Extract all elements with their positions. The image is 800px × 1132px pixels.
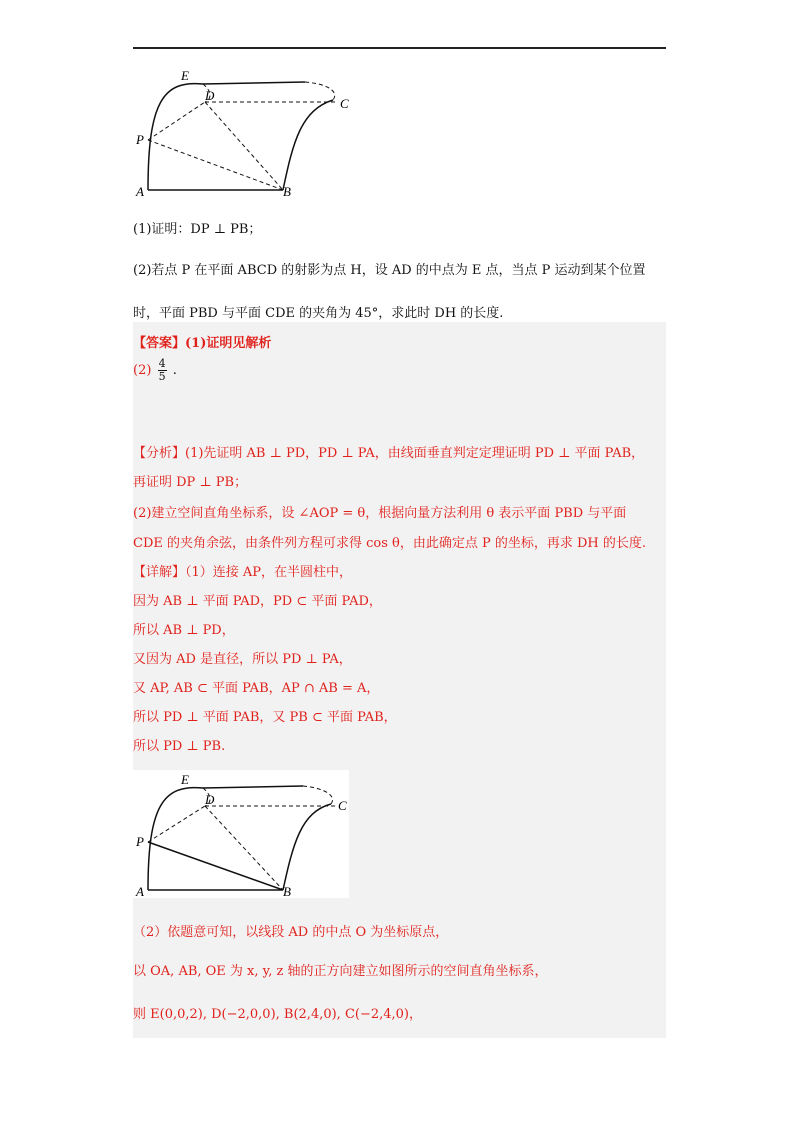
- label-P: P: [136, 132, 144, 147]
- fig2-label-P: P: [136, 834, 144, 849]
- label-C: C: [340, 96, 349, 111]
- fraction-numerator: 4: [158, 357, 166, 370]
- fraction-denominator: 5: [158, 370, 166, 383]
- answer-line1: 【答案】(1)证明见解析: [133, 336, 272, 351]
- label-A: A: [136, 184, 144, 199]
- detail-part2-line1: （2）依题意可知，以线段 AD 的中点 O 为坐标原点，: [133, 925, 449, 940]
- detail-part2-line3: 则 E(0,0,2), D(−2,0,0), B(2,4,0), C(−2,4,0)，: [133, 1007, 423, 1022]
- solid-figure-2: [133, 770, 349, 898]
- label-E: E: [181, 68, 189, 83]
- detail-line-5: 又 AP, AB ⊂ 平面 PAB，AP ∩ AB = A，: [133, 681, 380, 696]
- answer-fraction: [158, 358, 167, 383]
- detail-line-7: 所以 PD ⊥ PB.: [133, 739, 226, 754]
- solid-figure-1: [133, 62, 363, 202]
- question-part2-line2: 时，平面 PBD 与平面 CDE 的夹角为 45°，求此时 DH 的长度.: [133, 306, 504, 321]
- fig2-label-E: E: [181, 772, 189, 787]
- answer-suffix: .: [172, 363, 177, 378]
- detail-line-4: 又因为 AD 是直径，所以 PD ⊥ PA，: [133, 652, 352, 667]
- question-part1: (1)证明：DP ⊥ PB；: [133, 222, 262, 237]
- detail-line-2: 因为 AB ⊥ 平面 PAD，PD ⊂ 平面 PAD，: [133, 594, 382, 609]
- analysis-line3: (2)建立空间直角坐标系，设 ∠AOP = θ，根据向量方法利用 θ 表示平面 PBD 与平面: [133, 506, 627, 521]
- analysis-line1: 【分析】(1)先证明 AB ⊥ PD，PD ⊥ PA，由线面垂直判定定理证明 PD ⊥ 平面 PAB，: [133, 446, 645, 461]
- detail-line-1: 【详解】（1）连接 AP，在半圆柱中，: [133, 565, 353, 580]
- top-rule: [133, 47, 666, 49]
- detail-part2-line2: 以 OA, AB, OE 为 x, y, z 轴的正方向建立如图所示的空间直角坐标系，: [133, 964, 548, 979]
- fig2-label-B: B: [283, 884, 291, 898]
- fig2-label-D: D: [205, 792, 215, 807]
- answer-line2: [133, 358, 177, 383]
- label-B: B: [283, 184, 291, 199]
- question-part2-line1: (2)若点 P 在平面 ABCD 的射影为点 H，设 AD 的中点为 E 点，当点 P 运动到某个位置: [133, 263, 646, 278]
- detail-line-3: 所以 AB ⊥ PD，: [133, 623, 235, 638]
- analysis-line2: 再证明 DP ⊥ PB；: [133, 475, 248, 490]
- answer-prefix: (2): [133, 363, 152, 378]
- detail-line-6: 所以 PD ⊥ 平面 PAB，又 PB ⊂ 平面 PAB，: [133, 710, 397, 725]
- fig2-label-C: C: [338, 798, 347, 813]
- label-D: D: [205, 88, 215, 103]
- fig2-label-A: A: [136, 884, 144, 898]
- analysis-line4: CDE 的夹角余弦，由条件列方程可求得 cos θ，由此确定点 P 的坐标，再求 DH 的长度.: [133, 536, 647, 551]
